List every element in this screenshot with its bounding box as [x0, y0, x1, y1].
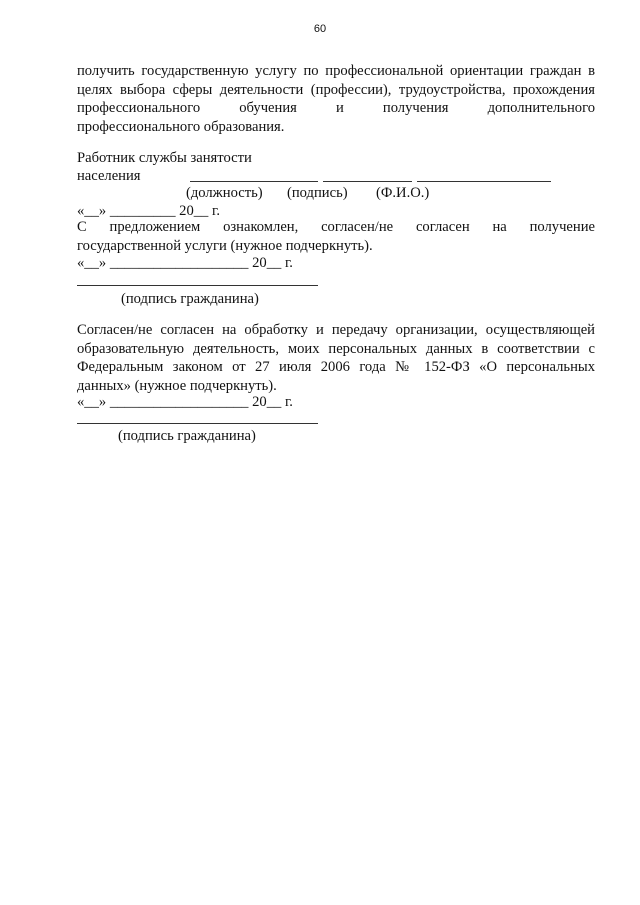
employee-date-line: «__» _________ 20__ г. [77, 203, 220, 219]
employee-title: населения [77, 168, 141, 184]
consent-signature-line [77, 423, 318, 424]
consent-paragraph [77, 321, 595, 395]
consent-line: образовательную деятельность, моих персональных данных в соответствии с [77, 340, 595, 357]
intro-line: целях выбора сферы деятельности (профессии), трудоустройства, прохождения [77, 81, 595, 98]
acknowledgement-date-line: «__» ___________________ 20__ г. [77, 255, 293, 271]
caption-position: (должность) [186, 185, 263, 201]
consent-signature-caption: (подпись гражданина) [118, 428, 256, 444]
intro-line: профессионального образования. [77, 118, 285, 135]
intro-line: профессионального обучения и получения дополнительного [77, 100, 595, 117]
position-signature-line [190, 181, 318, 182]
caption-fio: (Ф.И.О.) [376, 185, 430, 201]
consent-line: Федеральным законом от 27 июля 2006 года № 152-ФЗ «О персональных [77, 359, 595, 376]
caption-signature: (подпись) [287, 185, 348, 201]
employee-title: Работник службы занятости [77, 150, 252, 166]
acknowledgement-line: государственной услуги (нужное подчеркнуть). [77, 237, 373, 254]
intro-paragraph [77, 62, 595, 136]
signature-line [323, 181, 412, 182]
fio-signature-line [417, 181, 551, 182]
consent-line: данных» (нужное подчеркнуть). [77, 377, 277, 394]
citizen-signature-line [77, 285, 318, 286]
acknowledgement-line: С предложением ознакомлен, согласен/не согласен на получение [77, 219, 595, 235]
page-number: 60 [313, 23, 327, 35]
consent-date-line: «__» ___________________ 20__ г. [77, 394, 293, 410]
acknowledgement-paragraph [77, 218, 595, 255]
citizen-signature-caption: (подпись гражданина) [121, 291, 259, 307]
consent-line: Согласен/не согласен на обработку и передачу организации, осуществляющей [77, 322, 595, 338]
intro-line: получить государственную услугу по профессиональной ориентации граждан в [77, 63, 595, 79]
